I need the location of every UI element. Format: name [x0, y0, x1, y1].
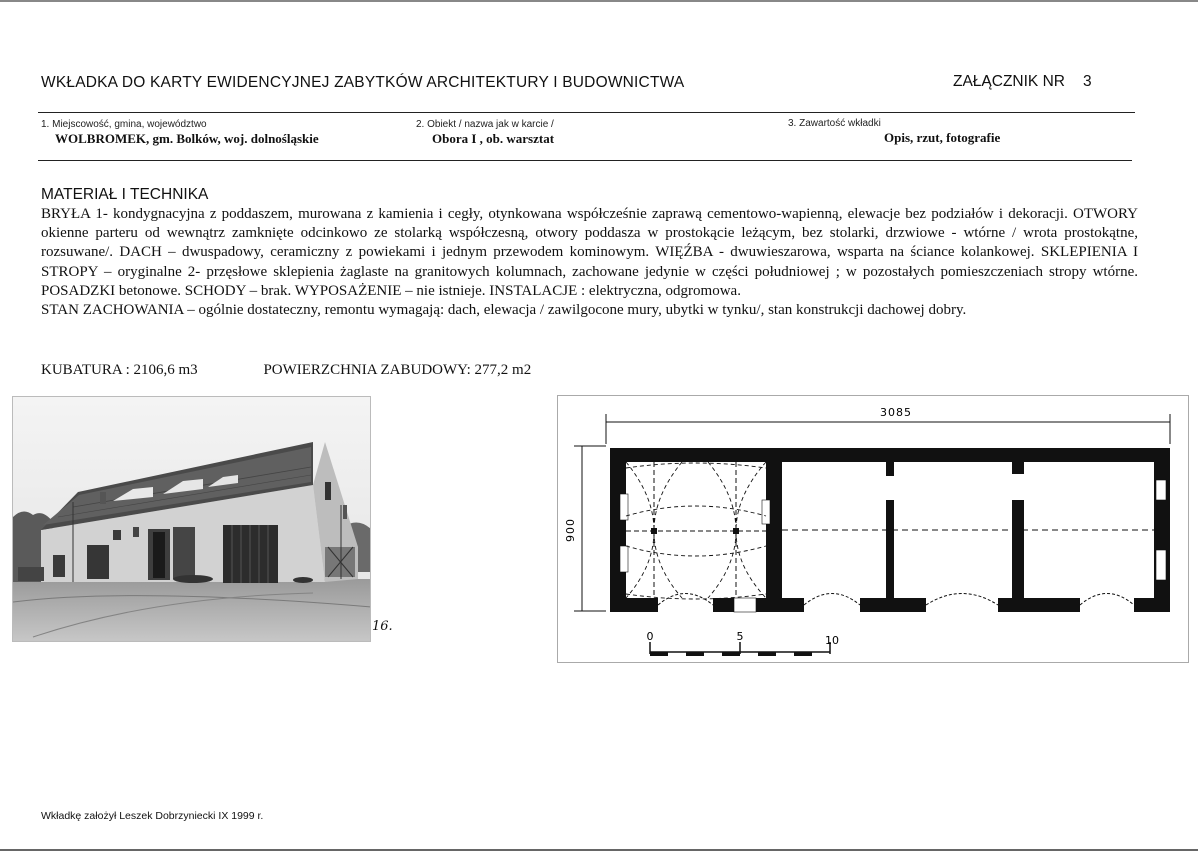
footer-note: Wkładkę założył Leszek Dobrzyniecki IX 1999 r. — [41, 810, 264, 822]
floor-plan-drawing — [558, 396, 1190, 664]
description-text — [41, 205, 1138, 320]
section-title: MATERIAŁ I TECHNIKA — [41, 186, 209, 203]
building-photo — [12, 396, 371, 642]
barn-photo-illustration — [13, 397, 371, 642]
volume-value: KUBATURA : 2106,6 m3 — [41, 362, 198, 378]
object-value: Obora I , ob. warsztat — [432, 131, 555, 146]
metrics-row — [41, 362, 593, 379]
contents-value: Opis, rzut, fotografie — [884, 130, 1001, 145]
plan-length-label: 3085 — [880, 406, 912, 419]
object-label: 2. Obiekt / nazwa jak w karcie / — [416, 119, 554, 130]
plan-width-label: 900 — [564, 518, 577, 542]
photo-number: 16. — [372, 619, 393, 634]
scale-label-5: 5 — [736, 630, 744, 643]
floor-plan — [557, 395, 1189, 663]
document-title: WKŁADKA DO KARTY EWIDENCYJNEJ ZABYTKÓW ARCHITEKTURY I BUDOWNICTWA — [41, 74, 685, 91]
condition-paragraph: STAN ZACHOWANIA – ogólnie dostateczny, remontu wymagają: dach, elewacja / zawilgocone mury, ubytki w tynku/, stan konstrukcji dachowej dobry. — [41, 302, 967, 319]
scale-label-10: 10 — [825, 634, 839, 647]
annex-number: 3 — [1082, 73, 1092, 90]
area-value: POWIERZCHNIA ZABUDOWY: 277,2 m2 — [263, 362, 532, 378]
fields-rule — [38, 160, 1132, 161]
annex-label-text: ZAŁĄCZNIK NR — [953, 73, 1065, 90]
header-rule — [38, 112, 1135, 113]
location-label: 1. Miejscowość, gmina, województwo — [41, 119, 207, 130]
contents-label: 3. Zawartość wkładki — [788, 118, 881, 129]
annex-label — [953, 73, 1092, 91]
scale-label-0: 0 — [646, 630, 654, 643]
description-paragraph: BRYŁA 1- kondygnacyjna z poddaszem, murowana z kamienia i cegły, otynkowana współcześnie zaprawą cementowo-wapienną, elewacje bez podziałów i dekoracji. OTWORY okienne parteru od wewnątrz zamknięte odcinkowo ze stolarką współczesną, otwory poddasza w prostokącie leżącym, bez stolarki, drzwiowe - wtórne / wrota prostokątne, rozsuwane/. DACH – dwuspadowy, ceramiczny z powiekami i jednym przewodem kominowym. WIĘŹBA - dwuwieszarowa, wsparta na ściance kolankowej. SKLEPIENIA I STROPY – oryginalne 2- przęsłowe sklepienia żaglaste na granitowych kolumnach, zachowane jedynie w części południowej ; w pozostałych pomieszczeniach stropy wtórne. POSADZKI betonowe. SCHODY – brak. WYPOSAŻENIE – nie istnieje. INSTALACJE : elektryczna, odgromowa. — [41, 206, 1138, 299]
location-value: WOLBROMEK, gm. Bolków, woj. dolnośląskie — [55, 131, 319, 146]
